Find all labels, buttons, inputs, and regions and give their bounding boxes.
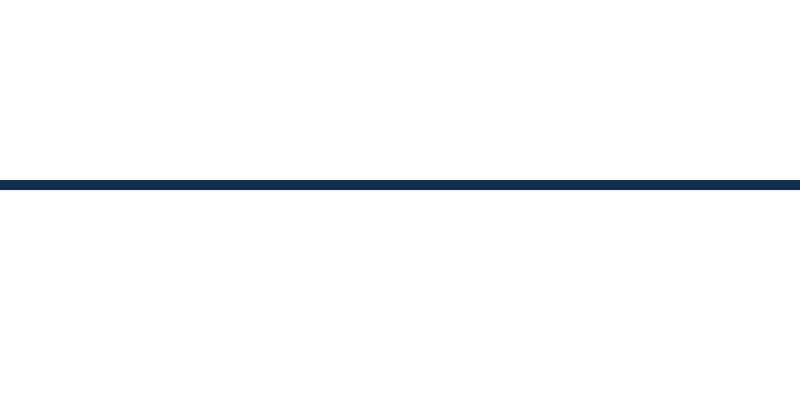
section-divider <box>0 180 800 190</box>
